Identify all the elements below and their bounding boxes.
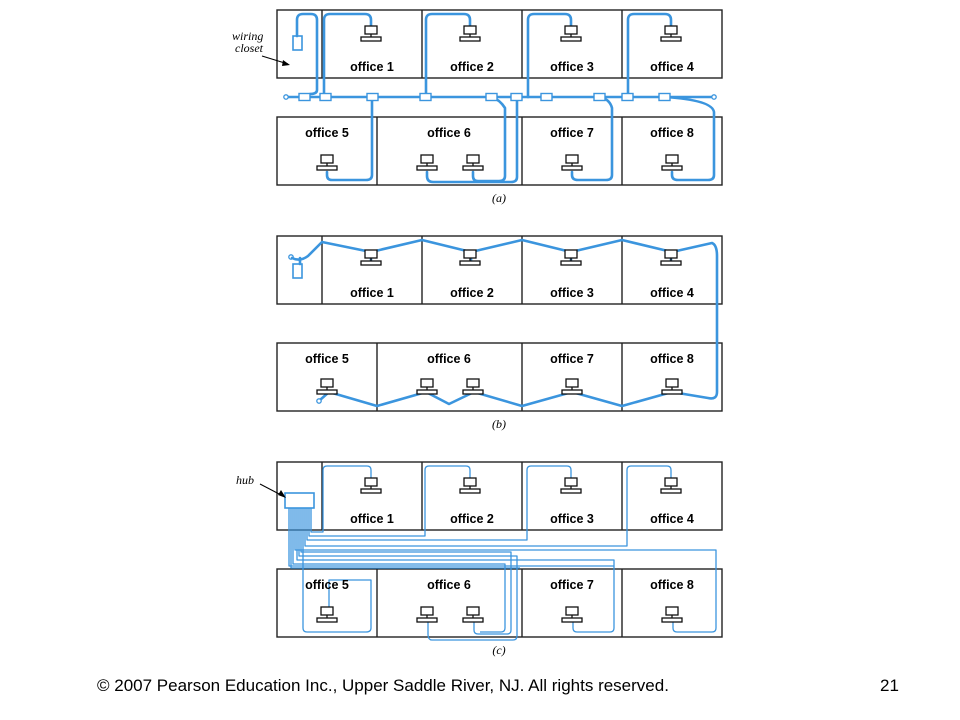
wiring-closet-device	[293, 36, 302, 50]
office-label: office 3	[550, 60, 594, 74]
hub-device	[285, 493, 314, 508]
office-label: office 1	[350, 286, 394, 300]
page-number: 21	[880, 676, 899, 695]
panel-a	[232, 10, 722, 205]
office-label: office 5	[305, 578, 349, 592]
office-label: office 1	[350, 512, 394, 526]
wiring-closet-label: wiring	[232, 29, 264, 43]
office-label: office 6	[427, 352, 471, 366]
panel-caption: (a)	[492, 191, 506, 205]
office-label: office 1	[350, 60, 394, 74]
panel-c	[236, 462, 722, 657]
office-label: office 3	[550, 512, 594, 526]
panel-caption: (b)	[492, 417, 506, 431]
office-label: office 8	[650, 578, 694, 592]
office-label: office 4	[650, 286, 694, 300]
office-label: office 2	[450, 60, 494, 74]
panel-b	[277, 236, 722, 431]
office-label: office 2	[450, 512, 494, 526]
copyright-notice: © 2007 Pearson Education Inc., Upper Saddle River, NJ. All rights reserved.	[97, 676, 669, 695]
office-label: office 5	[305, 126, 349, 140]
office-label: office 4	[650, 512, 694, 526]
wiring-closet-device	[293, 264, 302, 278]
office-label: office 5	[305, 352, 349, 366]
office-label: office 4	[650, 60, 694, 74]
hub-label: hub	[236, 473, 254, 487]
office-label: office 8	[650, 126, 694, 140]
office-label: office 8	[650, 352, 694, 366]
wiring-closet-label: closet	[235, 41, 263, 55]
office-label: office 2	[450, 286, 494, 300]
office-label: office 7	[550, 578, 594, 592]
office-label: office 7	[550, 126, 594, 140]
office-label: office 7	[550, 352, 594, 366]
panel-caption: (c)	[492, 643, 506, 657]
office-label: office 3	[550, 286, 594, 300]
office-label: office 6	[427, 578, 471, 592]
office-label: office 6	[427, 126, 471, 140]
